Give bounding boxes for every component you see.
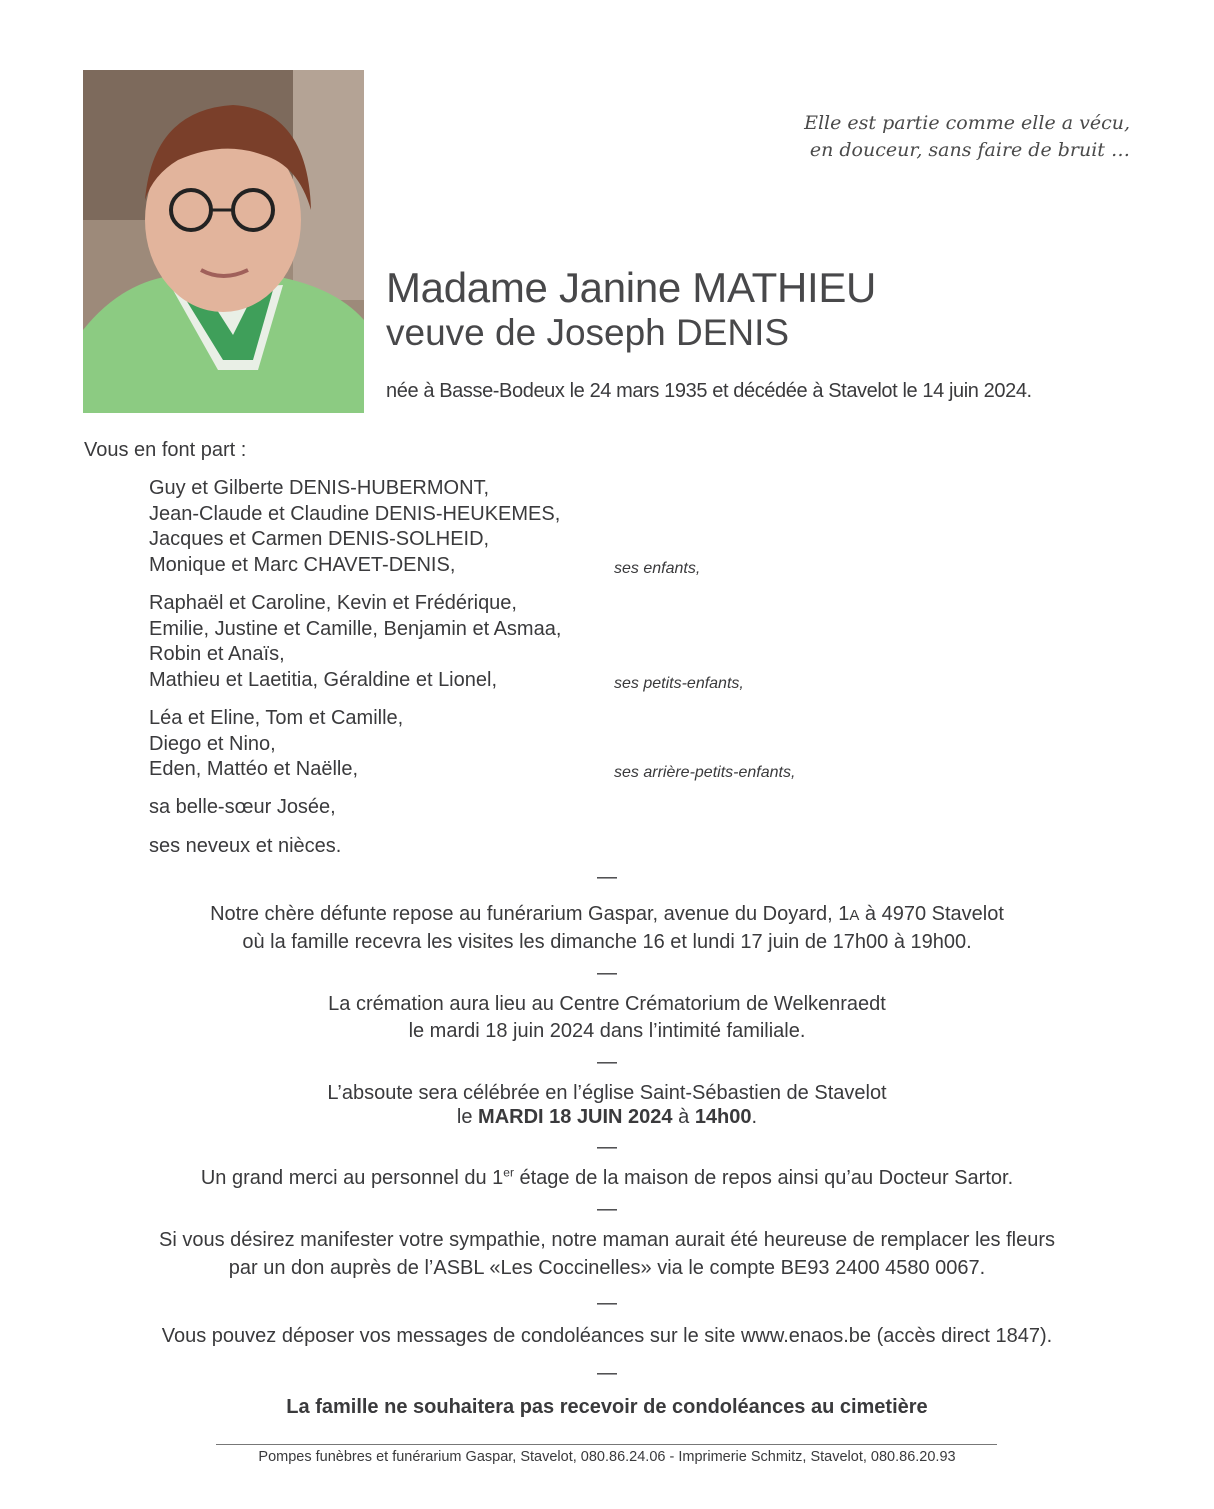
family-line: Robin et Anaïs,: [149, 643, 285, 665]
family-line: Léa et Eline, Tom et Camille,: [149, 707, 404, 729]
thanks-line: [0, 1165, 1214, 1192]
separator: —: [597, 1292, 617, 1314]
relation-label: ses petits-enfants,: [614, 674, 744, 692]
family-line: ses neveux et nièces.: [149, 835, 342, 857]
grandchildren-group: [149, 591, 849, 693]
intro-text: Vous en font part :: [84, 439, 247, 461]
thanks-ordinal: er: [503, 1165, 514, 1180]
absoute-line-1: L’absoute sera célébrée en l’église Saint-Sébastien de Stavelot: [327, 1082, 887, 1104]
absoute-date: MARDI 18 JUIN 2024: [478, 1106, 673, 1128]
footer-credits: Pompes funèbres et funérarium Gaspar, Stavelot, 080.86.24.06 - Imprimerie Schmitz, Stavelot, 080.86.20.93: [258, 1449, 956, 1465]
family-line: Raphaël et Caroline, Kevin et Frédérique,: [149, 592, 517, 614]
condolences-website: Vous pouvez déposer vos messages de condoléances sur le site www.enaos.be (accès direct 1847).: [161, 1325, 1053, 1347]
separator: —: [597, 1198, 617, 1220]
funerarium-text-a: Notre chère défunte repose au funérarium Gaspar, avenue du Doyard, 1: [210, 903, 850, 925]
funerarium-number-suffix: A: [849, 907, 860, 924]
quote-line-1: Elle est partie comme elle a vécu,: [804, 112, 1130, 134]
widow-of: veuve de Joseph DENIS: [386, 312, 790, 353]
donation-line-2: par un don auprès de l’ASBL «Les Coccinelles» via le compte BE93 2400 4580 0067.: [228, 1257, 986, 1279]
absoute-time: 14h00: [694, 1106, 752, 1128]
family-line: Emilie, Justine et Camille, Benjamin et Asmaa,: [149, 617, 562, 640]
family-line-last: [149, 553, 849, 579]
funerarium-line-1: [0, 901, 1214, 929]
family-line-last: [149, 757, 849, 783]
family-line-text: Eden, Mattéo et Naëlle,: [149, 758, 359, 780]
children-group: [149, 476, 849, 578]
relation-label: ses arrière-petits-enfants,: [614, 764, 796, 781]
separator: —: [597, 1362, 617, 1384]
absoute-line-2: [0, 1104, 1214, 1131]
funerarium-text-b: à 4970 Stavelot: [859, 903, 1004, 925]
epitaph-quote: [804, 110, 1130, 164]
family-line: Jacques et Carmen DENIS-SOLHEID,: [149, 528, 490, 550]
quote-line-2: en douceur, sans faire de bruit …: [809, 139, 1130, 161]
separator: —: [597, 1051, 617, 1073]
family-line: sa belle-sœur Josée,: [149, 796, 336, 818]
great-grandchildren-group: [149, 706, 849, 783]
family-line-text: Mathieu et Laetitia, Géraldine et Lionel,: [149, 668, 497, 691]
relation-label: ses enfants,: [614, 559, 701, 577]
sister-in-law: [149, 795, 849, 821]
thanks-text-a: Un grand merci au personnel du 1: [200, 1167, 504, 1189]
cremation-line-2: le mardi 18 juin 2024 dans l’intimité familiale.: [408, 1020, 806, 1042]
family-line-last: [149, 668, 849, 694]
donation-line-1: Si vous désirez manifester votre sympathie, notre maman aurait été heureuse de remplacer les fleurs: [159, 1229, 1055, 1251]
birth-death-dates: née à Basse-Bodeux le 24 mars 1935 et décédée à Stavelot le 14 juin 2024.: [386, 380, 1032, 402]
portrait-illustration: [83, 70, 364, 413]
cremation-line-1: La crémation aura lieu au Centre Crématorium de Welkenraedt: [328, 993, 886, 1015]
no-condolences-notice: La famille ne souhaitera pas recevoir de condoléances au cimetière: [286, 1396, 928, 1418]
separator: —: [597, 866, 617, 888]
nephews-nieces: [149, 834, 849, 860]
separator: —: [597, 1136, 617, 1158]
family-line: Diego et Nino,: [149, 732, 276, 755]
deceased-name: Madame Janine MATHIEU: [386, 264, 877, 311]
absoute-le: le: [456, 1106, 479, 1128]
thanks-text-b: étage de la maison de repos ainsi qu’au Docteur Sartor.: [513, 1167, 1014, 1189]
funerarium-line-2: où la famille recevra les visites les dimanche 16 et lundi 17 juin de 17h00 à 19h00.: [242, 931, 972, 953]
family-line: Guy et Gilberte DENIS-HUBERMONT,: [149, 477, 490, 499]
portrait-photo: [83, 70, 364, 413]
absoute-end: .: [751, 1106, 758, 1128]
absoute-a: à: [672, 1106, 695, 1128]
separator: —: [597, 962, 617, 984]
family-line-text: Monique et Marc CHAVET-DENIS,: [149, 553, 456, 576]
footer-divider: [216, 1444, 997, 1445]
family-line: Jean-Claude et Claudine DENIS-HEUKEMES,: [149, 502, 561, 525]
